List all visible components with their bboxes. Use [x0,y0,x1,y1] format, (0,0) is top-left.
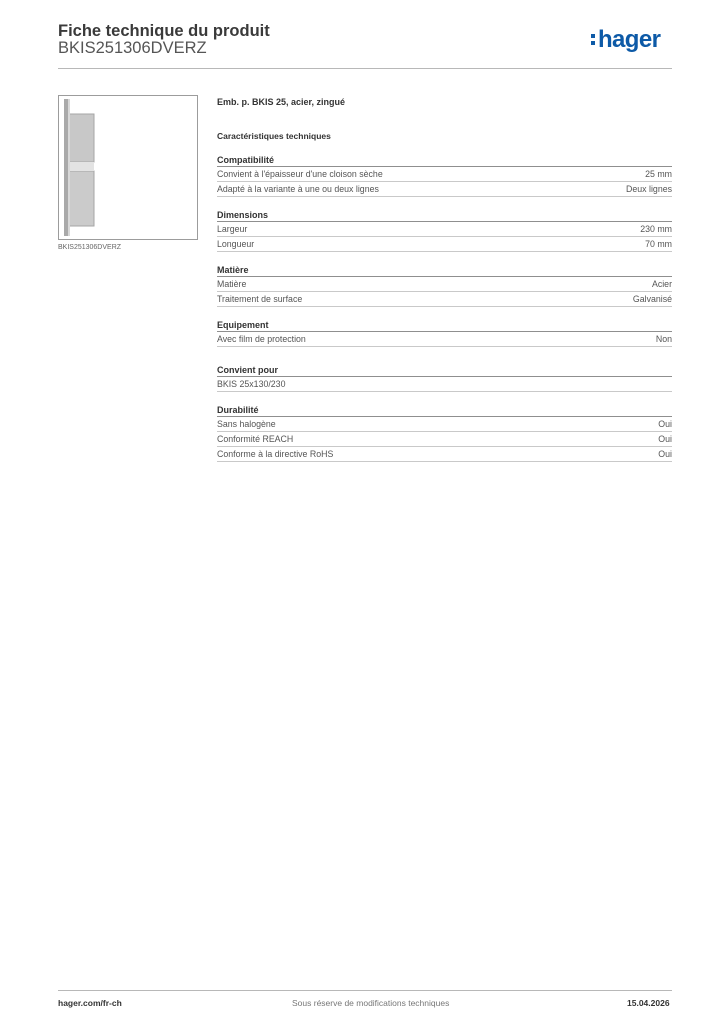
spec-row [217,432,672,447]
spec-value: Oui [658,449,672,459]
hager-logo [591,28,660,52]
spec-value: Galvanisé [632,294,672,304]
spec-value: 70 mm [645,239,672,249]
spec-label: Avec film de protection [217,334,306,344]
product-image [58,95,198,240]
section-title: Matière [217,263,672,277]
spec-section [217,403,672,462]
spec-label: BKIS 25x130/230 [217,379,286,389]
spec-row [217,332,672,347]
spec-value: 230 mm [640,224,672,234]
footer-divider [58,990,672,991]
product-image-icon [59,96,197,239]
spec-section [217,318,672,347]
section-title: Equipement [217,318,672,332]
image-caption: BKIS251306DVERZ [58,244,122,251]
page-title: Fiche technique du produit [58,22,270,40]
characteristics-title: Caractéristiques techniques [217,131,331,141]
section-title: Durabilité [217,403,672,417]
spec-row [217,417,672,432]
section-title: Compatibilité [217,153,672,167]
spec-value: Oui [658,434,672,444]
spec-section [217,363,672,392]
spec-label: Adapté à la variante à une ou deux lignes [217,184,379,194]
spec-row [217,277,672,292]
spec-row [217,167,672,182]
spec-label: Longueur [217,239,255,249]
spec-row [217,182,672,197]
product-description: Emb. p. BKIS 25, acier, zingué [217,97,346,107]
section-title: Dimensions [217,208,672,222]
header-divider [58,68,672,69]
spec-label: Convient à l'épaisseur d'une cloison sèche [217,169,383,179]
spec-section [217,208,672,252]
spec-value: Deux lignes [626,184,672,194]
spec-value: Oui [658,419,672,429]
spec-value: Non [655,334,672,344]
spec-row [217,222,672,237]
specifications [217,96,672,462]
spec-label: Conformité REACH [217,434,294,444]
spec-label: Conforme à la directive RoHS [217,449,334,459]
spec-row [217,292,672,307]
spec-row [217,237,672,252]
spec-section [217,263,672,307]
spec-value: 25 mm [645,169,672,179]
footer-date: 15.04.2026 [627,998,670,1008]
spec-label: Largeur [217,224,248,234]
spec-label: Sans halogène [217,419,276,429]
spec-value: Acier [651,279,672,289]
footer-website: hager.com/fr-ch [58,998,122,1008]
spec-row [217,447,672,462]
logo-text: hager [598,26,661,53]
spec-row [217,377,672,392]
spec-label: Traitement de surface [217,294,303,304]
spec-section [217,153,672,197]
spec-label: Matière [217,279,247,289]
logo-dots-icon [591,29,598,47]
footer-notice: Sous réserve de modifications techniques [292,998,450,1008]
product-code: BKIS251306DVERZ [58,39,207,57]
spec-sections [217,153,672,462]
section-title: Convient pour [217,363,672,377]
